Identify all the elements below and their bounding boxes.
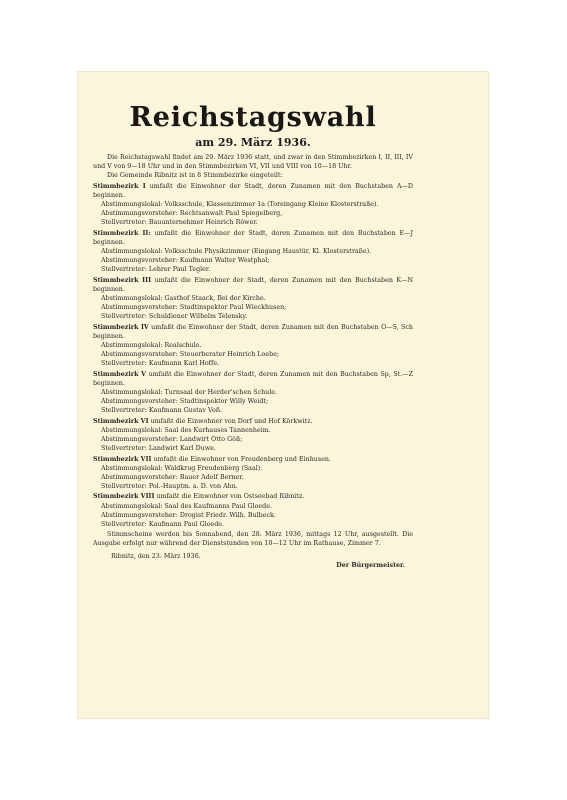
polling-chair: Abstimmungsvorsteher: Steuerberater Heinrich Loebe;	[101, 351, 280, 359]
district-name: Stimmbezirk VIII	[93, 493, 155, 501]
district-description: umfaßt die Einwohner der Stadt, deren Zunamen mit den Buchstaben E—J beginnen.	[93, 229, 413, 246]
district-head	[93, 417, 413, 426]
district-description: umfaßt die Einwohner von Dorf und Hof Körkwitz.	[150, 417, 313, 425]
district-name: Stimmbezirk IV	[93, 323, 149, 331]
closing-paragraph: Stimmscheine werden bis Sonnabend, den 28. März 1936, mittags 12 Uhr, ausgestellt. Die Ausgabe erfolgt nur während der Dienststunden von 10—12 Uhr im Rathause, Zimmer 7.	[93, 531, 413, 548]
district-head	[93, 229, 413, 247]
polling-chair: Abstimmungsvorsteher: Rechtsanwalt Paul Spiegelberg,	[101, 210, 283, 218]
district-3	[93, 276, 413, 322]
polling-chair: Abstimmungsvorsteher: Stadtinspektor Paul Wieckhusen;	[101, 304, 287, 312]
signature: Der Bürgermeister.	[336, 561, 405, 569]
place-date: Ribnitz, den 23. März 1936.	[111, 552, 201, 560]
polling-deputy: Stellvertreter: Lehrer Paul Tegler.	[101, 266, 211, 274]
district-8	[93, 492, 413, 529]
polling-chair: Abstimmungsvorsteher: Bauer Adolf Berner.	[101, 473, 244, 481]
district-description: umfaßt die Einwohner der Stadt, deren Zunamen mit den Buchstaben K—N beginnen.	[93, 276, 413, 293]
district-name: Stimmbezirk I	[93, 182, 146, 190]
district-description: umfaßt die Einwohner von Freudenberg und Einhusen.	[153, 455, 331, 463]
district-head	[93, 182, 413, 200]
district-name: Stimmbezirk II:	[93, 229, 151, 237]
election-date: am 29. März 1936.	[195, 136, 311, 149]
polling-location: Abstimmungslokal: Turnsaal der Herder'schen Schule.	[101, 389, 278, 397]
district-4	[93, 323, 413, 369]
district-description: umfaßt die Einwohner von Ostseebad Ribnitz.	[156, 493, 305, 501]
intro-paragraph-1: Die Reichstagswahl findet am 29. März 1936 statt, und zwar in den Stimmbezirken I, II, III, IV und V von 9—18 Uhr und in den Stimmbezirken VI, VII und VIII von 10—18 Uhr.	[93, 154, 413, 171]
district-name: Stimmbezirk V	[93, 370, 147, 378]
district-name: Stimmbezirk VII	[93, 455, 152, 463]
polling-deputy: Stellvertreter: Kaufmann Paul Gloede.	[101, 520, 225, 528]
district-name: Stimmbezirk VI	[93, 417, 149, 425]
district-head	[93, 455, 413, 464]
district-1	[93, 182, 413, 228]
polling-location: Abstimmungslokal: Waldkrug Freudenberg (Saal).	[101, 464, 263, 472]
polling-location: Abstimmungslokal: Volksschule Physikzimmer (Eingang Haustür, Kl. Klosterstraße).	[101, 248, 372, 256]
district-head	[93, 323, 413, 341]
district-6	[93, 417, 413, 454]
polling-location: Abstimmungslokal: Realschule.	[101, 342, 202, 350]
district-description: umfaßt die Einwohner der Stadt, deren Zunamen mit den Buchstaben Sp, St.—Z beginnen.	[93, 370, 413, 387]
district-description: umfaßt die Einwohner der Stadt, deren Zunamen mit den Buchstaben O—S, Sch beginnen.	[93, 323, 413, 340]
polling-deputy: Stellvertreter: Bauunternehmer Heinrich Röwer.	[101, 219, 258, 227]
polling-chair: Abstimmungsvorsteher: Drogist Friedr. Wilh. Bulbeck.	[101, 511, 276, 519]
district-head	[93, 370, 413, 388]
polling-location: Abstimmungslokal: Saal des Kaufmanns Paul Gloede.	[101, 502, 273, 510]
polling-deputy: Stellvertreter: Pol.-Hauptm. a. D. von Ahn.	[101, 483, 238, 491]
district-name: Stimmbezirk III	[93, 276, 152, 284]
district-description: umfaßt die Einwohner der Stadt, deren Zunamen mit den Buchstaben A—D beginnen.	[93, 182, 413, 199]
district-7	[93, 455, 413, 492]
polling-chair: Abstimmungsvorsteher: Stadtinspektor Willy Weidt;	[101, 398, 269, 406]
district-head	[93, 492, 413, 501]
intro-paragraph-2: Die Gemeinde Ribnitz ist in 8 Stimmbezirke eingeteilt:	[107, 172, 283, 180]
poster-content	[93, 102, 413, 570]
polling-deputy: Stellvertreter: Kaufmann Karl Hoffe.	[101, 360, 220, 368]
polling-deputy: Stellvertreter: Kaufmann Gustav Voß.	[101, 407, 223, 415]
district-2	[93, 229, 413, 275]
polling-chair: Abstimmungsvorsteher: Landwirt Otto Göß;	[101, 436, 243, 444]
polling-location: Abstimmungslokal: Gasthof Staack, Bei der Kirche.	[101, 295, 266, 303]
polling-deputy: Stellvertreter: Schuldiener Wilhelm Telensky.	[101, 313, 248, 321]
district-head	[93, 276, 413, 294]
polling-location: Abstimmungslokal: Volksschule, Klassenzimmer 1a (Toreingang Kleine Klosterstraße).	[101, 201, 379, 209]
district-5	[93, 370, 413, 416]
polling-chair: Abstimmungsvorsteher: Kaufmann Walter Westphal;	[101, 257, 270, 265]
poster-title: Reichstagswahl	[129, 102, 377, 133]
polling-location: Abstimmungslokal: Saal des Kurhauses Tannenheim.	[101, 426, 271, 434]
polling-deputy: Stellvertreter: Landwirt Karl Duwe.	[101, 445, 216, 453]
